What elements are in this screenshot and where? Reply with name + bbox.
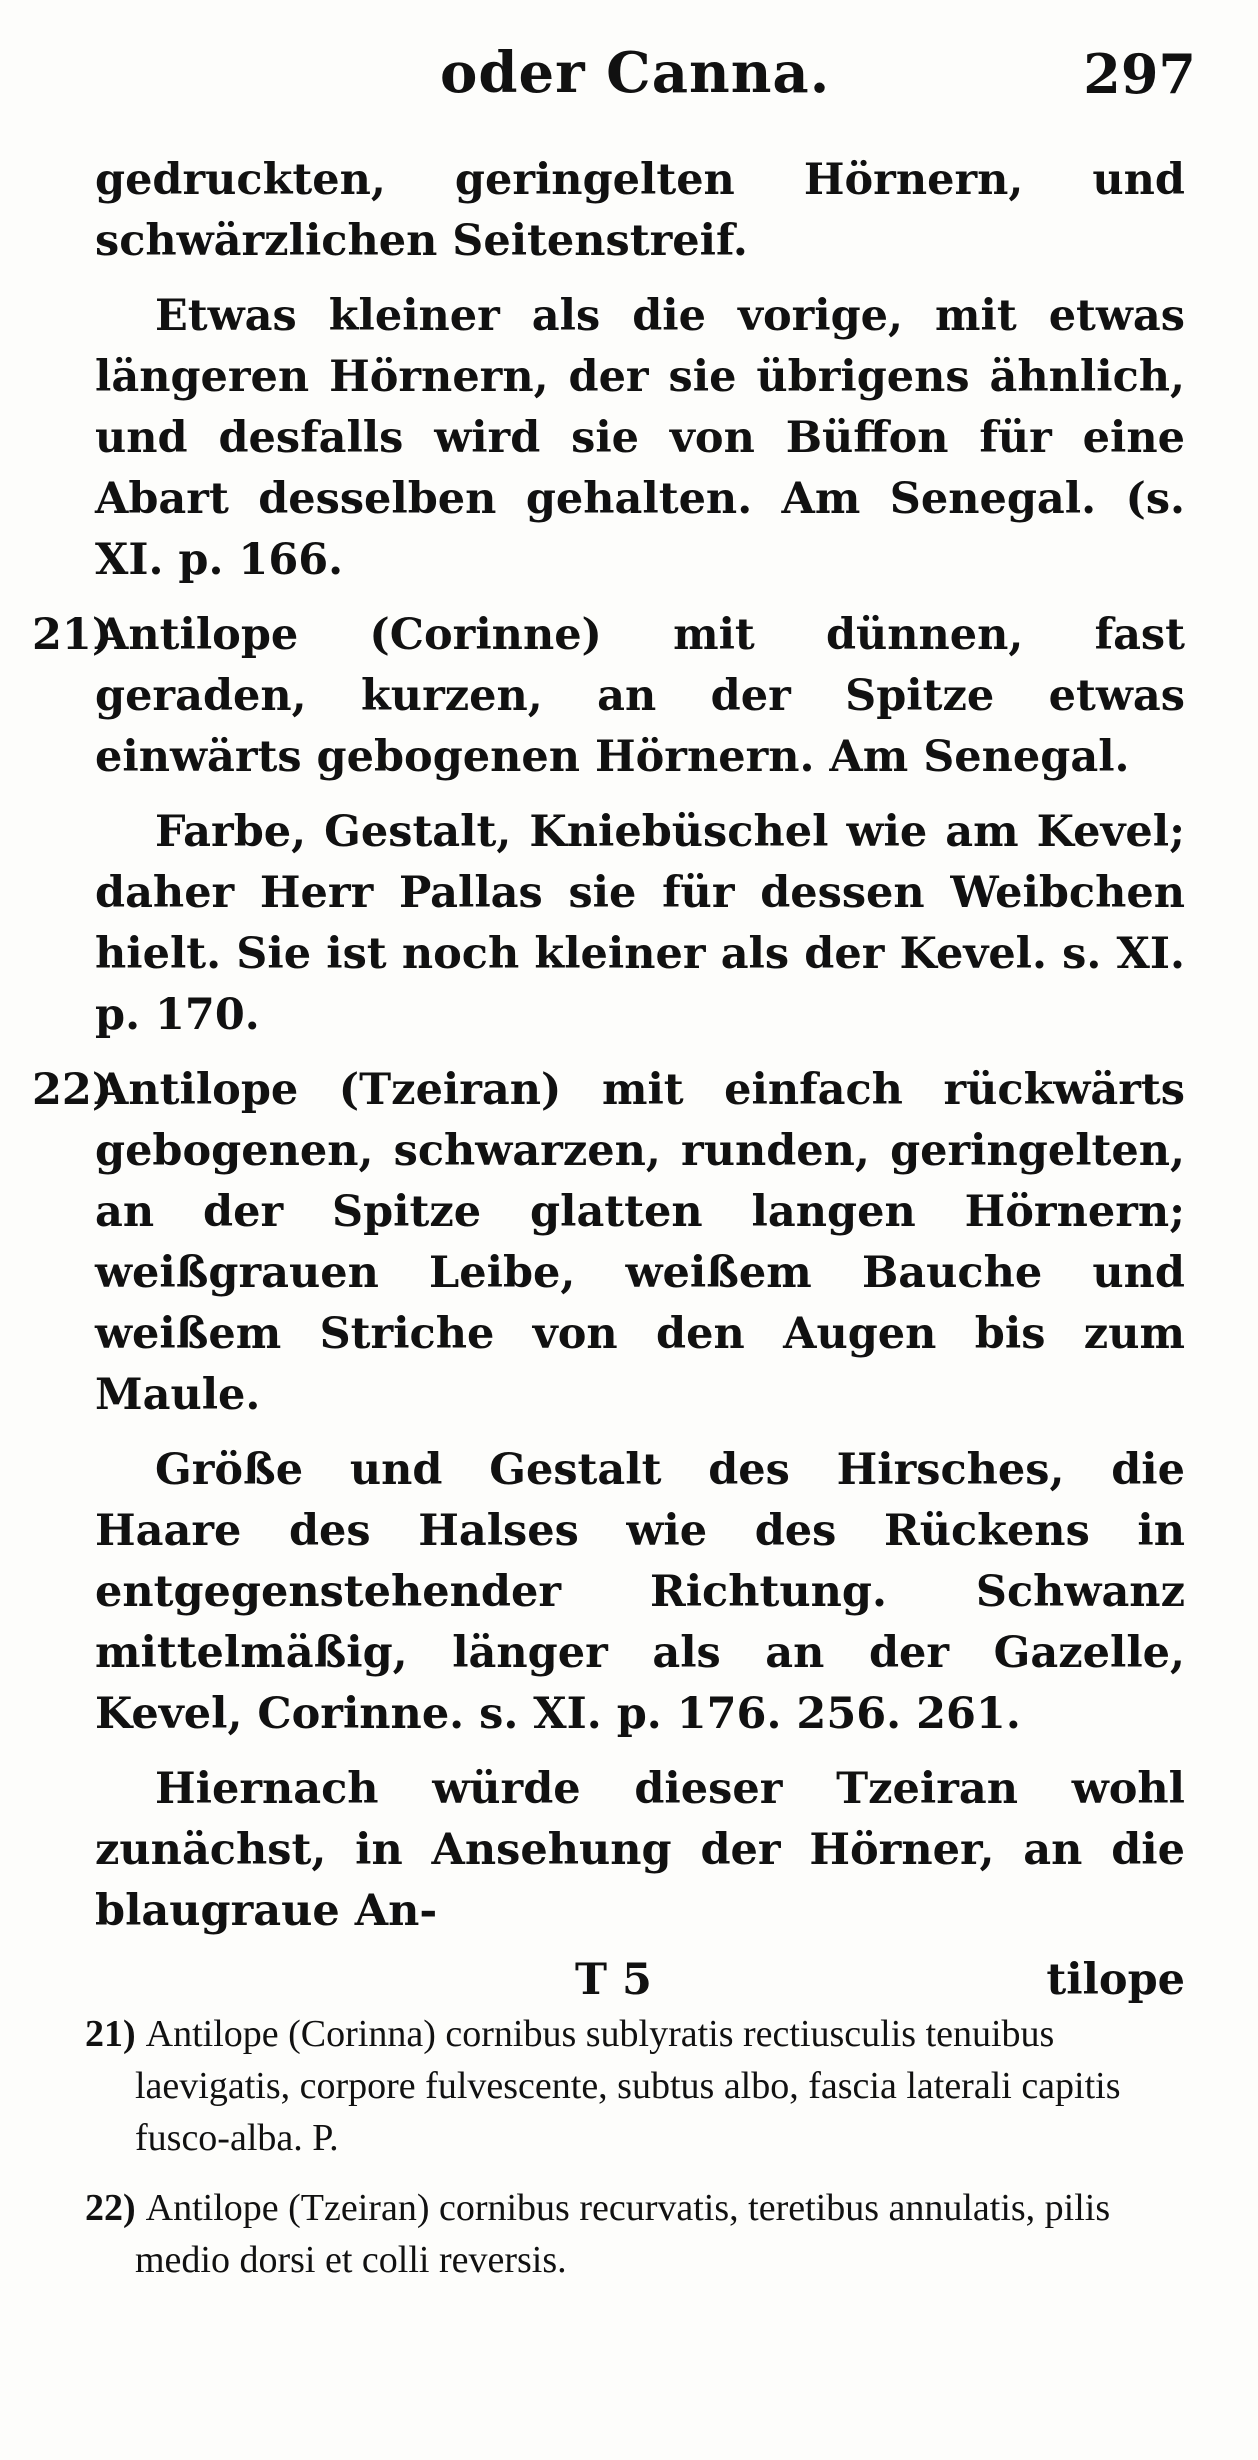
catchword: tilope [1046, 1955, 1185, 2005]
footnote-number: 21) [85, 2013, 136, 2055]
running-head: oder Canna. [440, 40, 831, 106]
footnotes [85, 2008, 1190, 2304]
footnote-number: 22) [85, 2187, 136, 2229]
entry-heading-text: Antilope (Corinne) mit dünnen, fast geraden, kurzen, an der Spitze etwas einwärts gebogenen Hörnern. Am Senegal. [95, 610, 1185, 782]
main-text [32, 150, 1185, 2011]
signature-mark: T 5 [575, 1955, 652, 2005]
entry-21-description: Farbe, Gestalt, Kniebüschel wie am Kevel; daher Herr Pallas sie für dessen Weibchen hielt. Sie ist noch kleiner als der Kevel. s. XI. p. 170. [95, 807, 1185, 1040]
entry-number: 21) [32, 610, 113, 660]
footnote-text: Antilope (Corinna) cornibus sublyratis rectiusculis tenuibus laevigatis, corpore fulvescente, subtus albo, fascia laterali capitis fusco-alba. P. [135, 2013, 1121, 2159]
entry-22-closing: Hiernach würde dieser Tzeiran wohl zunächst, in Ansehung der Hörner, an die blaugraue An- [95, 1764, 1185, 1936]
catchline [95, 1950, 1185, 2011]
page-header [0, 40, 1258, 120]
entry-22 [32, 1060, 1185, 1426]
footnote-21 [85, 2008, 1190, 2164]
footnote-22 [85, 2182, 1190, 2286]
entry-21 [32, 605, 1185, 788]
entry-number: 22) [32, 1065, 113, 1115]
entry-22-description: Größe und Gestalt des Hirsches, die Haare des Halses wie des Rückens in entgegenstehender Richtung. Schwanz mittelmäßig, länger als an der Gazelle, Kevel, Corinne. s. XI. p. 176. 256. 261. [95, 1445, 1185, 1739]
continuation-paragraph: gedruckten, geringelten Hörnern, und schwärzlichen Seitenstreif. [95, 155, 1185, 266]
entry-heading-text: Antilope (Tzeiran) mit einfach rückwärts gebogenen, schwarzen, runden, geringelten, an der Spitze glatten langen Hörnern; weißgrauen Leibe, weißem Bauche und weißem Striche von den Augen bis zum Maule. [95, 1065, 1185, 1420]
page-number: 297 [1083, 42, 1196, 106]
paragraph: Etwas kleiner als die vorige, mit etwas längeren Hörnern, der sie übrigens ähnlich, und desfalls wird sie von Büffon für eine Abart desselben gehalten. Am Senegal. (s. XI. p. 166. [95, 291, 1185, 585]
footnote-text: Antilope (Tzeiran) cornibus recurvatis, teretibus annulatis, pilis medio dorsi et colli reversis. [135, 2187, 1111, 2281]
